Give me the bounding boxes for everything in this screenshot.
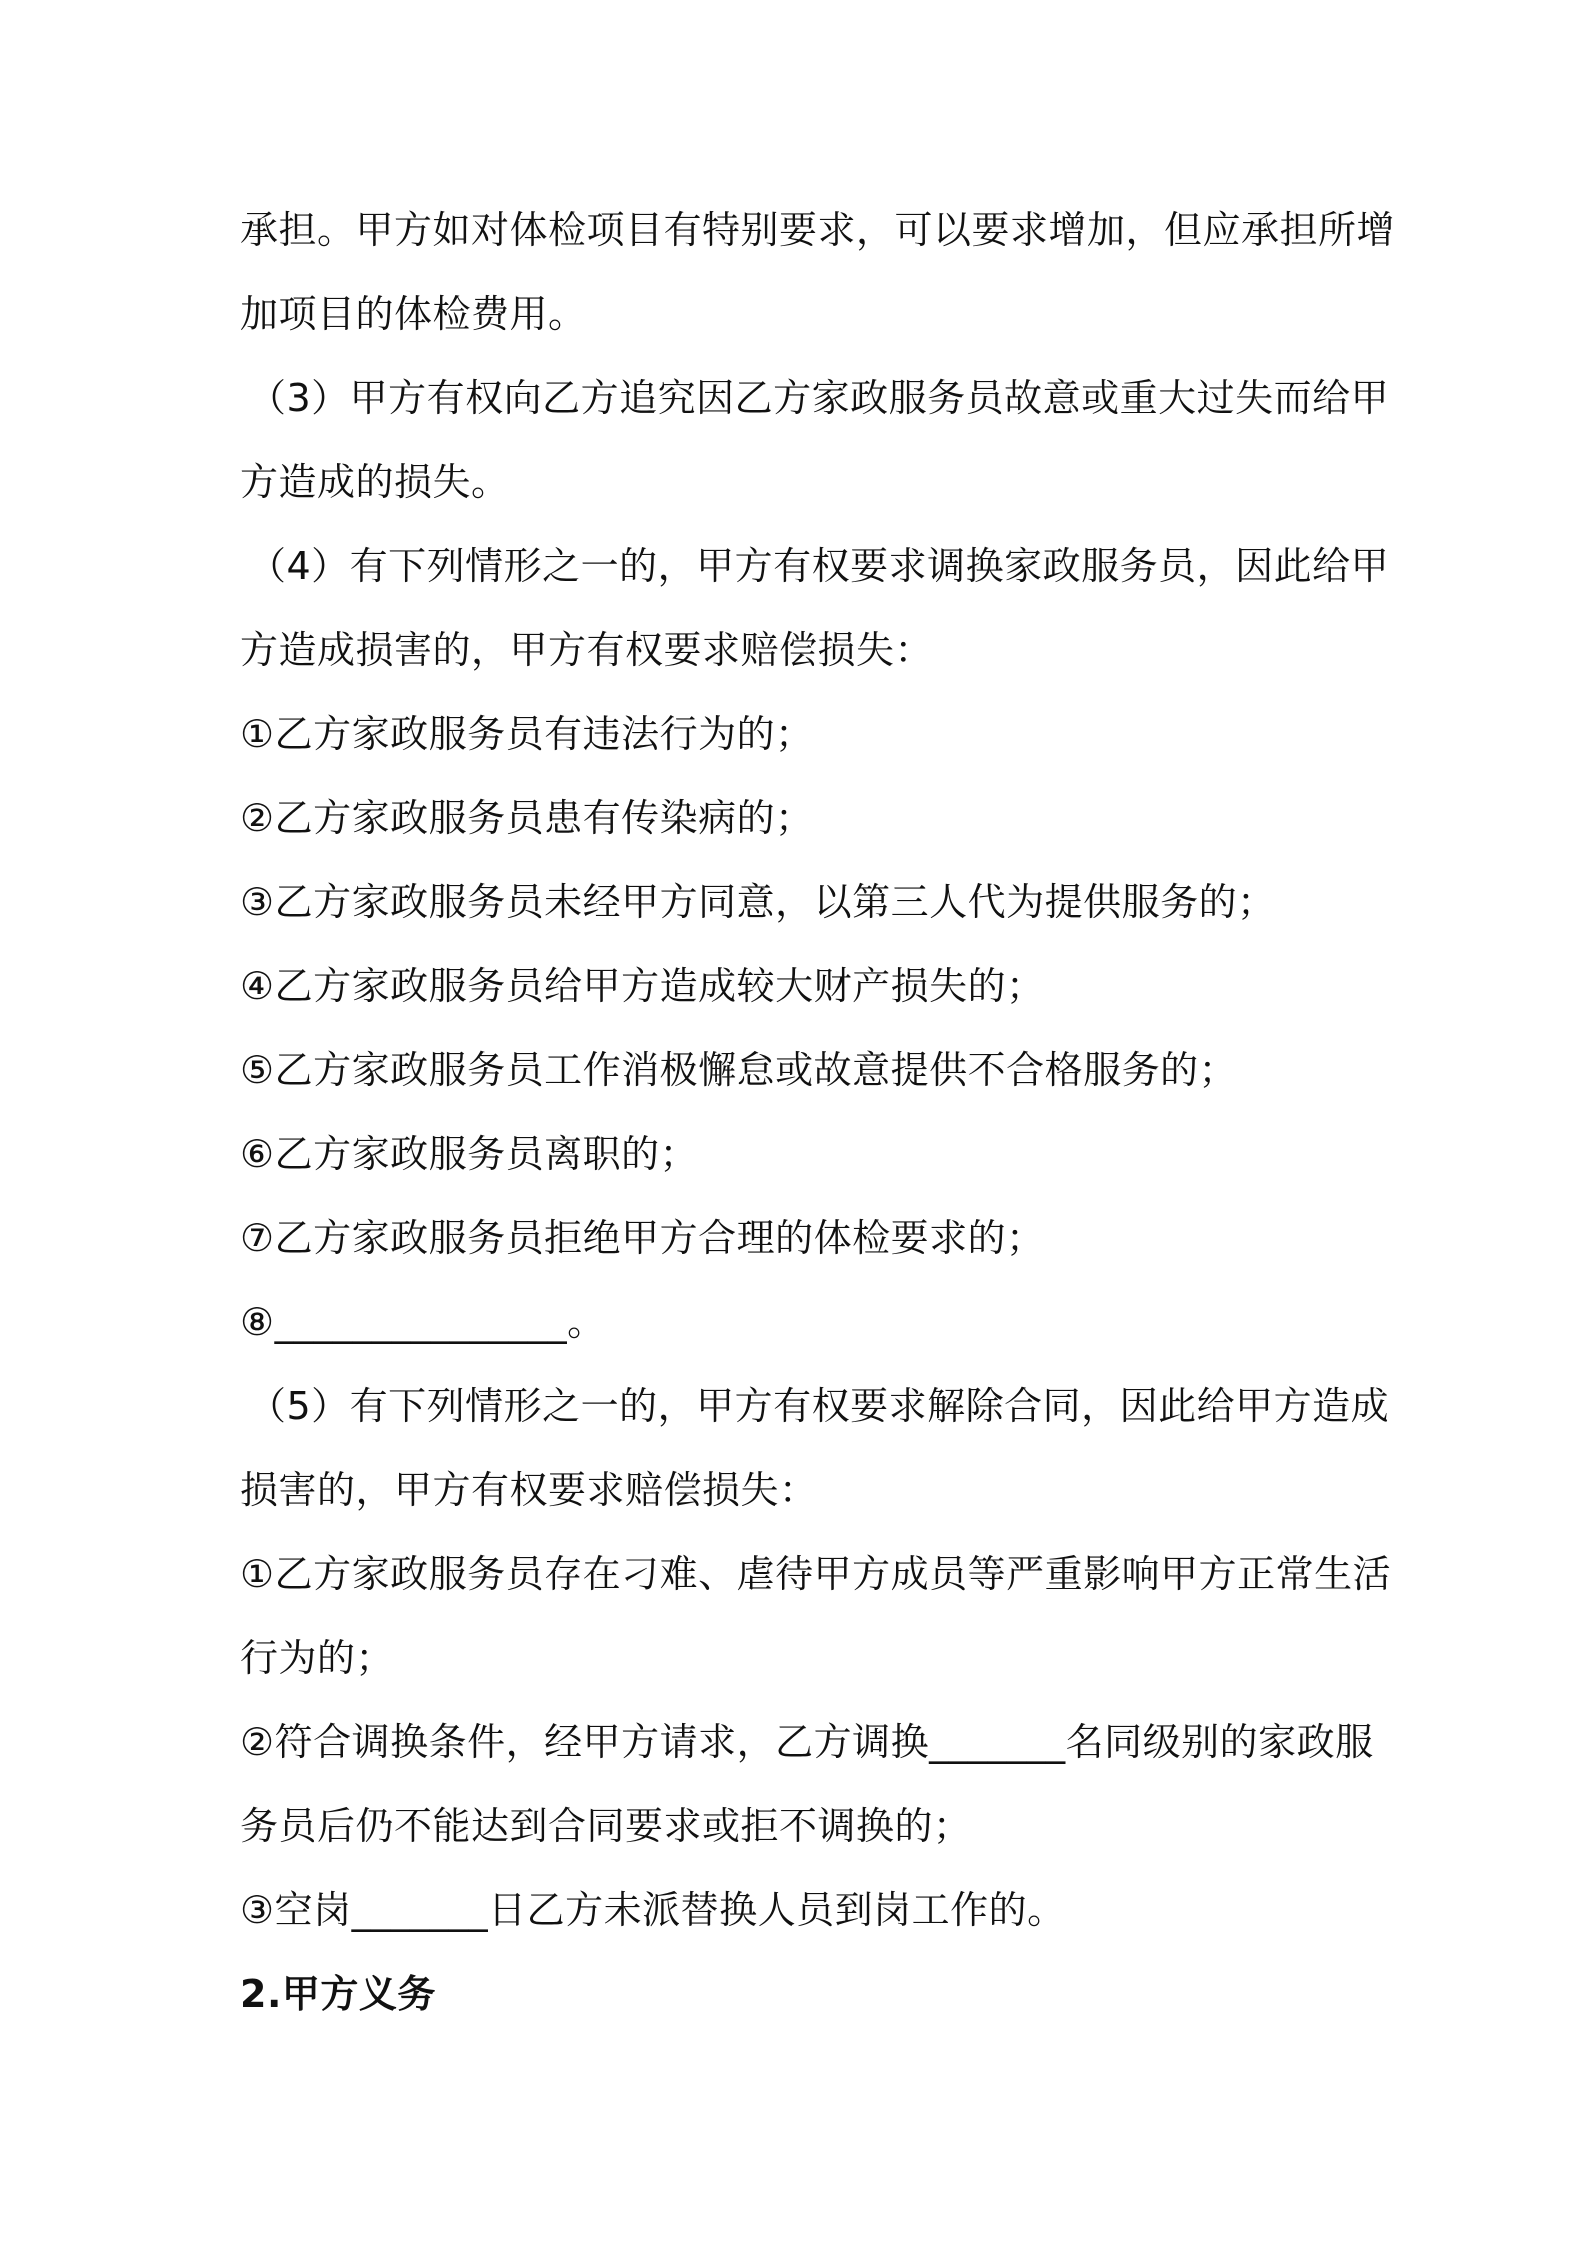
paragraph-line: （3）甲方有权向乙方追究因乙方家政服务员故意或重大过失而给甲 xyxy=(248,376,1390,420)
list-item: ⑥乙方家政服务员离职的； xyxy=(240,1132,699,1176)
section-heading: 2.甲方义务 xyxy=(240,1972,436,2016)
list-item: ⑦乙方家政服务员拒绝甲方合理的体检要求的； xyxy=(240,1216,1045,1260)
paragraph-line: 损害的，甲方有权要求赔偿损失： xyxy=(240,1468,818,1512)
paragraph-line: 方造成损害的，甲方有权要求赔偿损失： xyxy=(240,628,934,672)
list-item: ④乙方家政服务员给甲方造成较大财产损失的； xyxy=(240,964,1045,1008)
list-item: 行为的； xyxy=(240,1636,395,1680)
list-item: ③乙方家政服务员未经甲方同意，以第三人代为提供服务的； xyxy=(240,880,1276,924)
list-item: ①乙方家政服务员有违法行为的； xyxy=(240,712,814,756)
paragraph-line: （4）有下列情形之一的，甲方有权要求调换家政服务员，因此给甲 xyxy=(248,544,1390,588)
list-item: ①乙方家政服务员存在刁难、虐待甲方成员等严重影响甲方正常生活 xyxy=(240,1552,1392,1596)
list-item: 务员后仍不能达到合同要求或拒不调换的； xyxy=(240,1804,972,1848)
paragraph-line: 加项目的体检费用。 xyxy=(240,292,587,336)
paragraph-line: 承担。甲方如对体检项目有特别要求，可以要求增加，但应承担所增 xyxy=(240,208,1396,252)
list-item: ⑤乙方家政服务员工作消极懈怠或故意提供不合格服务的； xyxy=(240,1048,1238,1092)
list-item: ③空岗_______日乙方未派替换人员到岗工作的。 xyxy=(240,1888,1066,1932)
paragraph-line: （5）有下列情形之一的，甲方有权要求解除合同，因此给甲方造成 xyxy=(248,1384,1390,1428)
paragraph-line: 方造成的损失。 xyxy=(240,460,510,504)
list-item-blank: ⑧_______________。 xyxy=(240,1300,606,1344)
list-item: ②乙方家政服务员患有传染病的； xyxy=(240,796,814,840)
list-item: ②符合调换条件，经甲方请求，乙方调换_______名同级别的家政服 xyxy=(240,1720,1374,1764)
